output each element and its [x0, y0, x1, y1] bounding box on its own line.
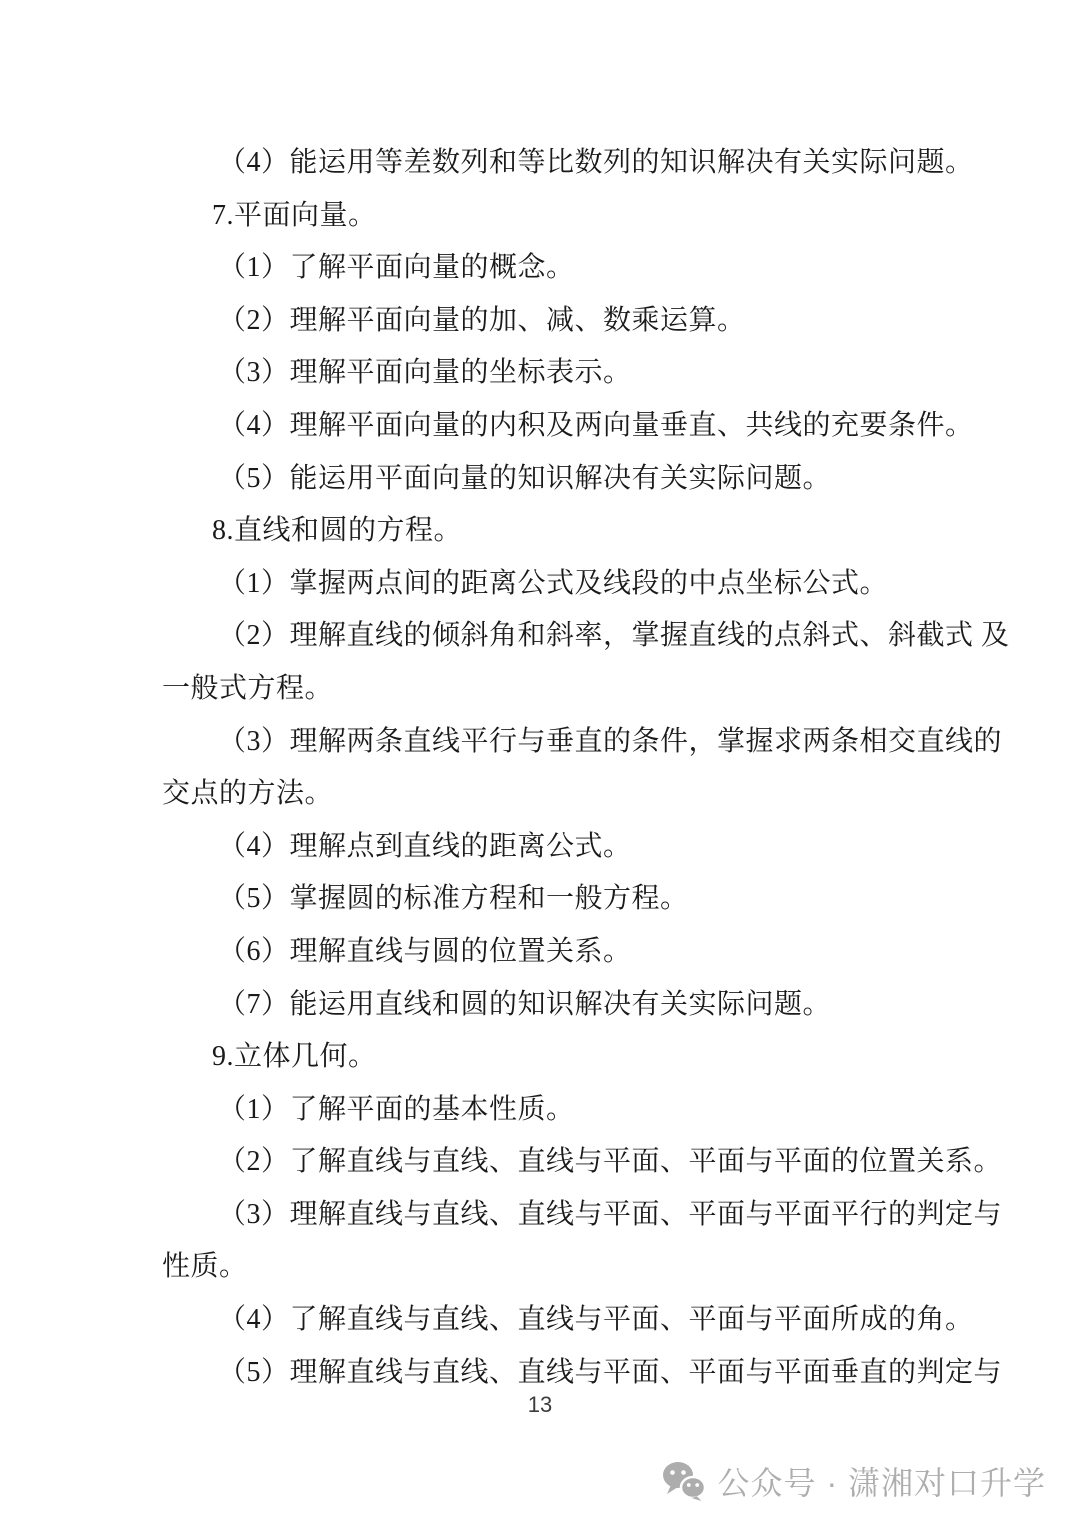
text-line: （3）理解直线与直线、直线与平面、平面与平面平行的判定与	[218, 1198, 1003, 1230]
text-line: （2）了解直线与直线、直线与平面、平面与平面的位置关系。	[218, 1146, 1003, 1178]
text-line: （5）理解直线与直线、直线与平面、平面与平面垂直的判定与	[218, 1356, 1003, 1388]
text-line: 9.立体几何。	[212, 1041, 377, 1073]
text-line: 性质。	[162, 1251, 248, 1283]
text-line: （1）了解平面向量的概念。	[218, 252, 575, 284]
text-line: （7）能运用直线和圆的知识解决有关实际问题。	[218, 988, 832, 1020]
text-line: （3）理解平面向量的坐标表示。	[218, 357, 632, 389]
text-line: 交点的方法。	[162, 778, 334, 810]
footer-watermark	[662, 1458, 1046, 1504]
text-line: （2）理解平面向量的加、减、数乘运算。	[218, 304, 746, 336]
footer-label: 公众号 · 潇湘对口升学	[717, 1465, 1046, 1501]
text-line: （4）能运用等差数列和等比数列的知识解决有关实际问题。	[218, 147, 974, 178]
page-number: 13	[527, 1392, 553, 1417]
text-line: （4）了解直线与直线、直线与平面、平面与平面所成的角。	[218, 1304, 974, 1336]
text-line: （5）能运用平面向量的知识解决有关实际问题。	[218, 462, 832, 494]
text-line: （4）理解点到直线的距离公式。	[218, 830, 632, 862]
text-line: （3）理解两条直线平行与垂直的条件，掌握求两条相交直线的	[218, 725, 1003, 757]
text-line: （4）理解平面向量的内积及两向量垂直、共线的充要条件。	[218, 409, 974, 441]
wechat-icon	[662, 1461, 706, 1501]
text-line: 8.直线和圆的方程。	[212, 515, 463, 547]
text-line: 7.平面向量。	[212, 199, 377, 231]
document-body	[162, 137, 1010, 1399]
text-line: （1）掌握两点间的距离公式及线段的中点坐标公式。	[218, 567, 889, 599]
text-line: （2）理解直线的倾斜角和斜率，掌握直线的点斜式、斜截式 及	[218, 620, 1010, 652]
text-line: （6）理解直线与圆的位置关系。	[218, 935, 632, 967]
text-line: （1）了解平面的基本性质。	[218, 1093, 575, 1125]
text-line: （5）掌握圆的标准方程和一般方程。	[218, 883, 689, 915]
text-line: 一般式方程。	[162, 672, 334, 704]
